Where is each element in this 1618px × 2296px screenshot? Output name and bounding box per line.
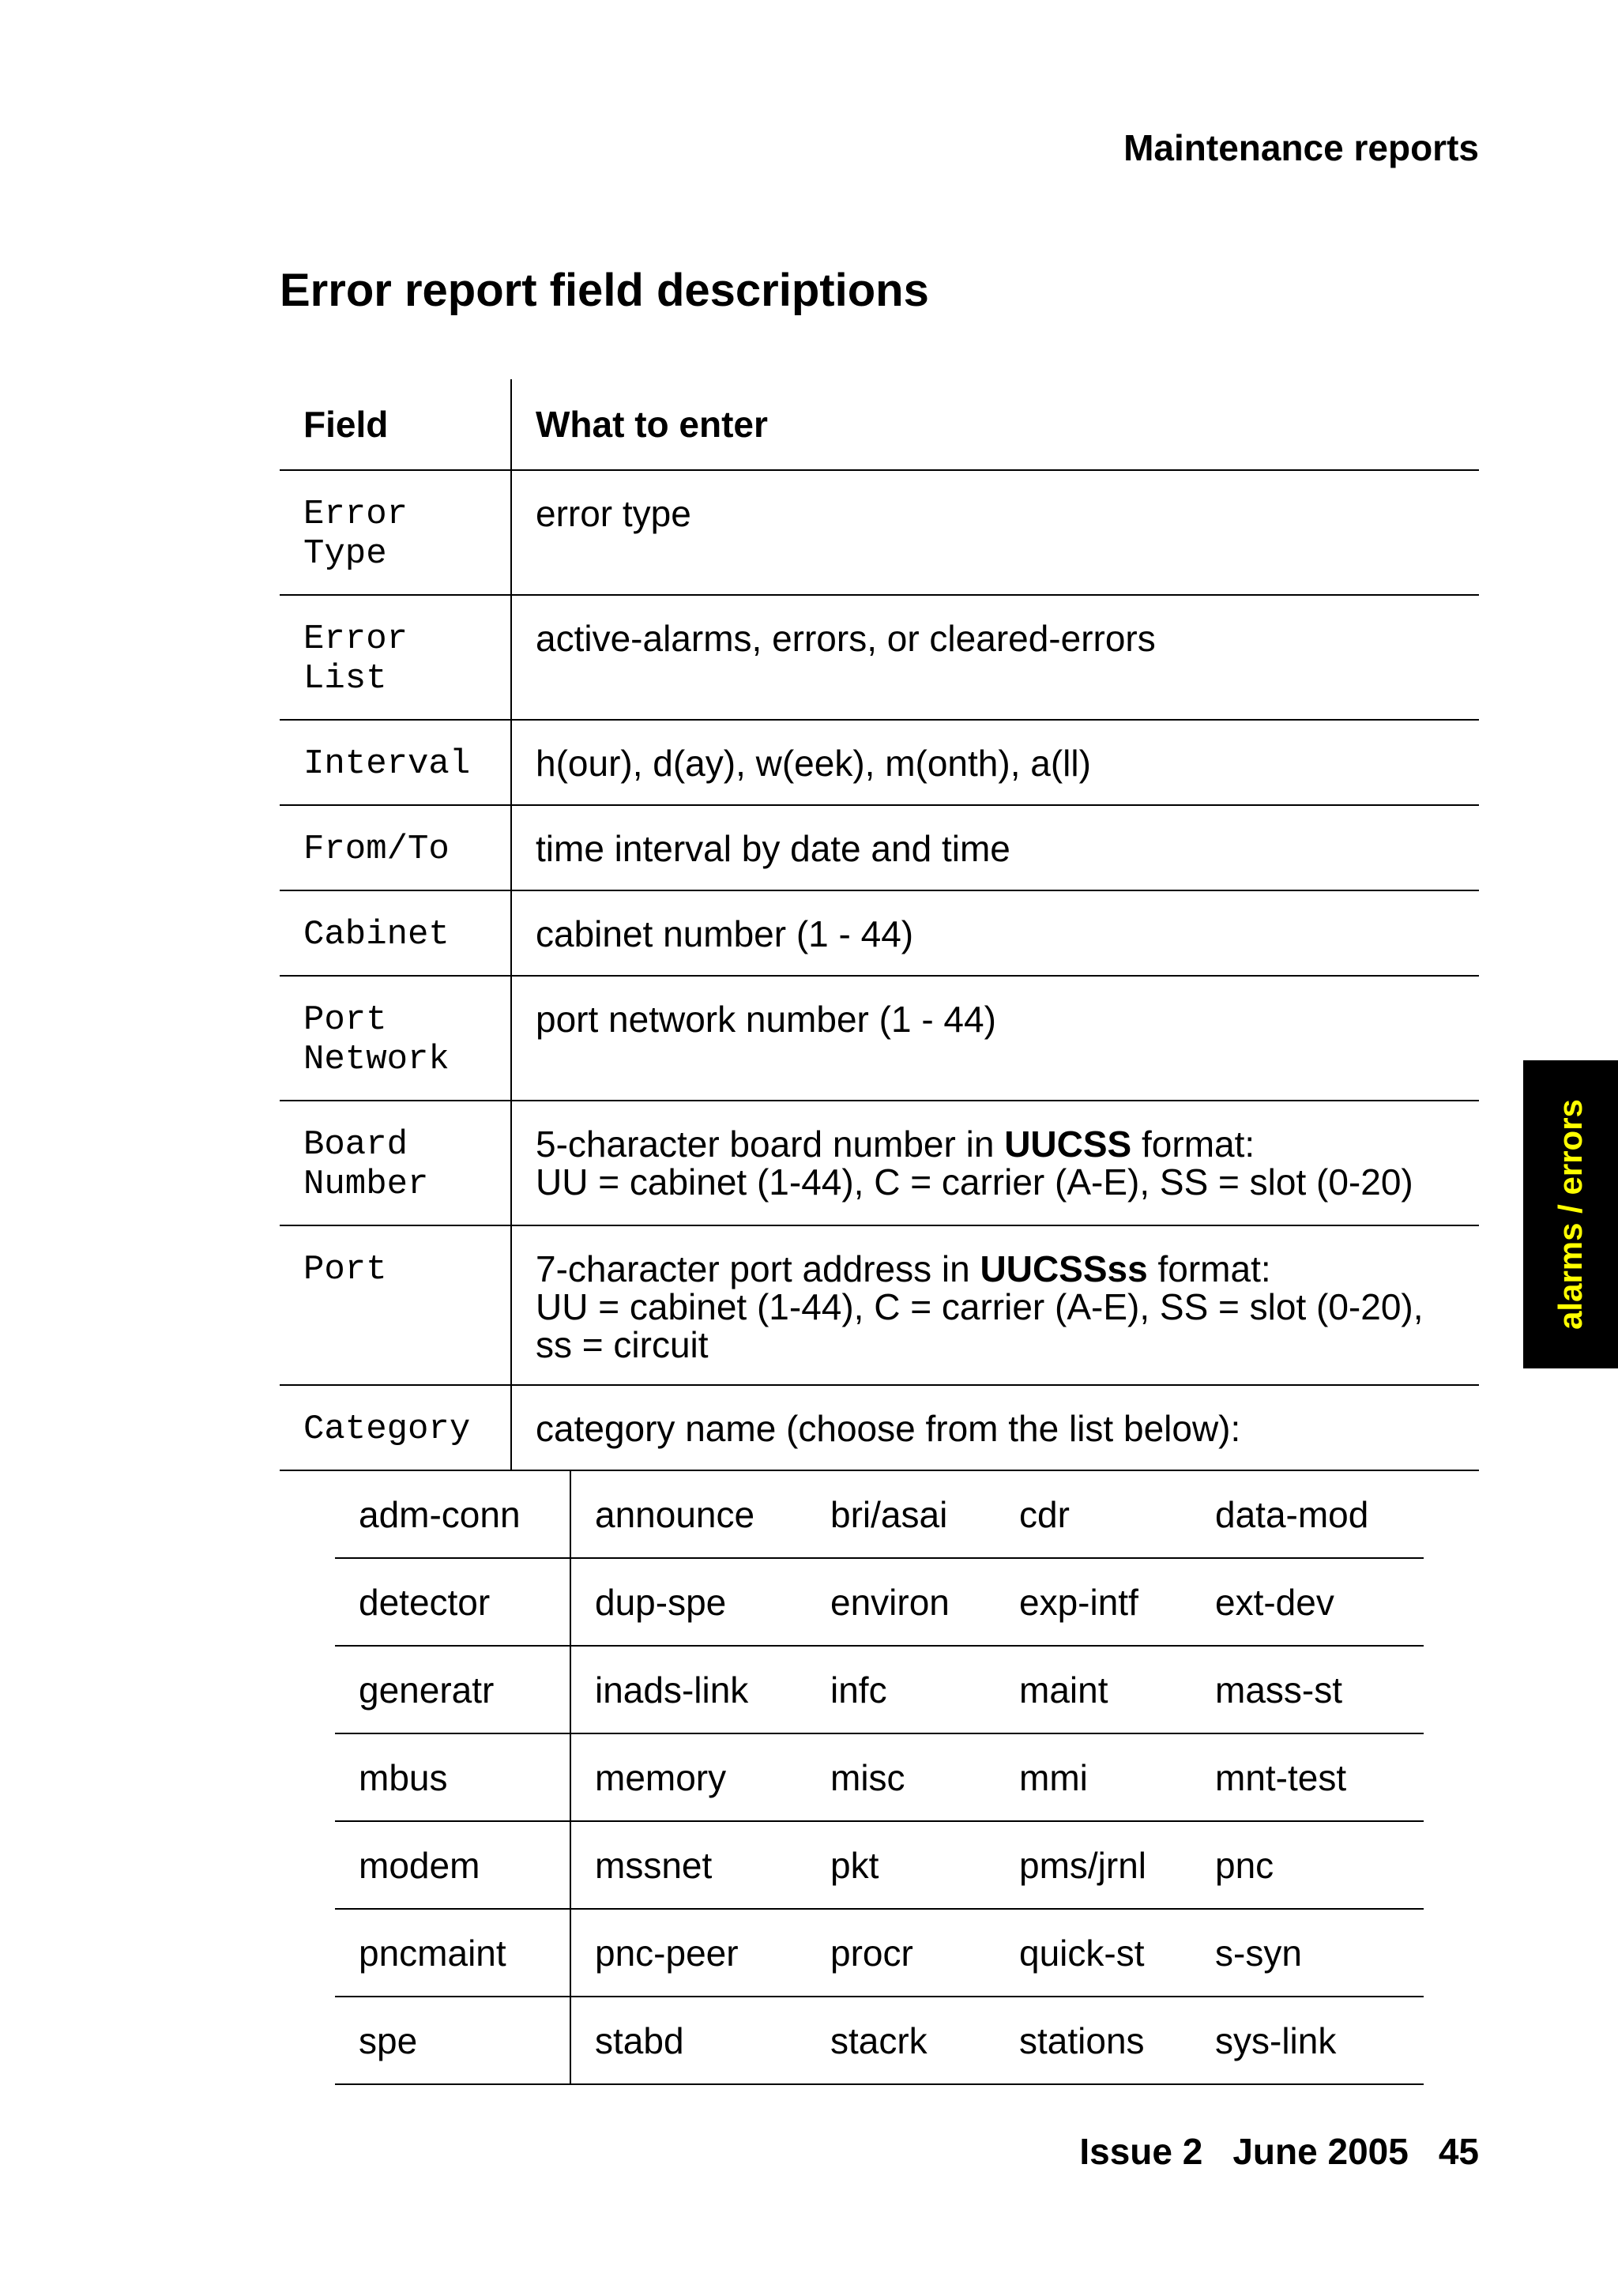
category-cell: mass-st <box>1191 1646 1424 1733</box>
field-description <box>511 1225 1479 1385</box>
table-row <box>280 890 1479 976</box>
category-cell: pncmaint <box>335 1909 570 1997</box>
footer-date: June 2005 <box>1232 2131 1409 2172</box>
field-name: Category <box>280 1385 511 1470</box>
page-number: 45 <box>1438 2131 1479 2172</box>
running-header: Maintenance reports <box>1123 127 1479 168</box>
field-description: cabinet number (1 - 44) <box>511 890 1479 976</box>
table-row <box>335 1558 1424 1646</box>
field-description: error type <box>511 470 1479 595</box>
side-tab <box>1523 1060 1618 1368</box>
category-cell: infc <box>807 1646 995 1733</box>
category-table <box>335 1471 1424 2085</box>
category-cell: pms/jrnl <box>995 1821 1191 1909</box>
category-cell: s-syn <box>1191 1909 1424 1997</box>
category-cell: stabd <box>570 1997 807 2084</box>
table-row <box>280 720 1479 805</box>
category-cell: sys-link <box>1191 1997 1424 2084</box>
category-cell: generatr <box>335 1646 570 1733</box>
category-cell: procr <box>807 1909 995 1997</box>
description-text: 7-character port address in <box>536 1248 980 1289</box>
category-cell: memory <box>570 1733 807 1821</box>
category-cell: inads-link <box>570 1646 807 1733</box>
field-name: Interval <box>280 720 511 805</box>
field-description <box>511 1101 1479 1225</box>
category-cell: pnc <box>1191 1821 1424 1909</box>
table-row <box>335 1646 1424 1733</box>
description-detail: UU = cabinet (1-44), C = carrier (A-E), SS = slot (0-20) <box>536 1161 1413 1203</box>
category-cell: pnc-peer <box>570 1909 807 1997</box>
category-cell: mssnet <box>570 1821 807 1909</box>
category-cell: adm-conn <box>335 1471 570 1558</box>
table-row <box>280 595 1479 720</box>
field-name: Cabinet <box>280 890 511 976</box>
table-row <box>280 805 1479 890</box>
category-cell: detector <box>335 1558 570 1646</box>
category-cell: bri/asai <box>807 1471 995 1558</box>
category-cell: modem <box>335 1821 570 1909</box>
table-row <box>280 976 1479 1101</box>
category-cell: cdr <box>995 1471 1191 1558</box>
table-row <box>335 1471 1424 1558</box>
category-cell: stacrk <box>807 1997 995 2084</box>
side-tab-label: alarms / errors <box>1552 1099 1590 1330</box>
table-row <box>280 1225 1479 1385</box>
format-code: UUCSS <box>1004 1124 1132 1165</box>
field-description: port network number (1 - 44) <box>511 976 1479 1101</box>
table-row <box>335 1997 1424 2084</box>
table-row <box>335 1909 1424 1997</box>
category-cell: ext-dev <box>1191 1558 1424 1646</box>
field-name: Error Type <box>280 470 511 595</box>
category-cell: mnt-test <box>1191 1733 1424 1821</box>
category-cell: dup-spe <box>570 1558 807 1646</box>
field-name: Board Number <box>280 1101 511 1225</box>
field-name: Port <box>280 1225 511 1385</box>
field-name: Port Network <box>280 976 511 1101</box>
category-cell: exp-intf <box>995 1558 1191 1646</box>
field-description-table <box>280 379 1479 1471</box>
table-row <box>280 470 1479 595</box>
field-description: h(our), d(ay), w(eek), m(onth), a(ll) <box>511 720 1479 805</box>
field-name: Error List <box>280 595 511 720</box>
category-cell: maint <box>995 1646 1191 1733</box>
field-description: time interval by date and time <box>511 805 1479 890</box>
category-cell: misc <box>807 1733 995 1821</box>
category-cell: mmi <box>995 1733 1191 1821</box>
category-cell: announce <box>570 1471 807 1558</box>
category-cell: quick-st <box>995 1909 1191 1997</box>
category-cell: pkt <box>807 1821 995 1909</box>
field-description: category name (choose from the list below): <box>511 1385 1479 1470</box>
column-header-what-to-enter: What to enter <box>511 379 1479 470</box>
page-footer <box>1079 2130 1479 2173</box>
table-row <box>280 1385 1479 1470</box>
field-name: From/To <box>280 805 511 890</box>
description-detail: UU = cabinet (1-44), C = carrier (A-E), SS = slot (0-20), ss = circuit <box>536 1286 1424 1365</box>
table-row <box>280 1101 1479 1225</box>
category-cell: environ <box>807 1558 995 1646</box>
table-row <box>335 1733 1424 1821</box>
table-row <box>335 1821 1424 1909</box>
description-text: format: <box>1131 1124 1255 1165</box>
category-cell: spe <box>335 1997 570 2084</box>
field-description: active-alarms, errors, or cleared-errors <box>511 595 1479 720</box>
footer-issue: Issue 2 <box>1079 2131 1203 2172</box>
description-text: 5-character board number in <box>536 1124 1005 1165</box>
table-header-row <box>280 379 1479 470</box>
format-code: UUCSSss <box>980 1248 1148 1289</box>
category-cell: stations <box>995 1997 1191 2084</box>
description-text: format: <box>1147 1248 1271 1289</box>
category-cell: data-mod <box>1191 1471 1424 1558</box>
section-title: Error report field descriptions <box>280 265 929 316</box>
column-header-field: Field <box>280 379 511 470</box>
category-cell: mbus <box>335 1733 570 1821</box>
